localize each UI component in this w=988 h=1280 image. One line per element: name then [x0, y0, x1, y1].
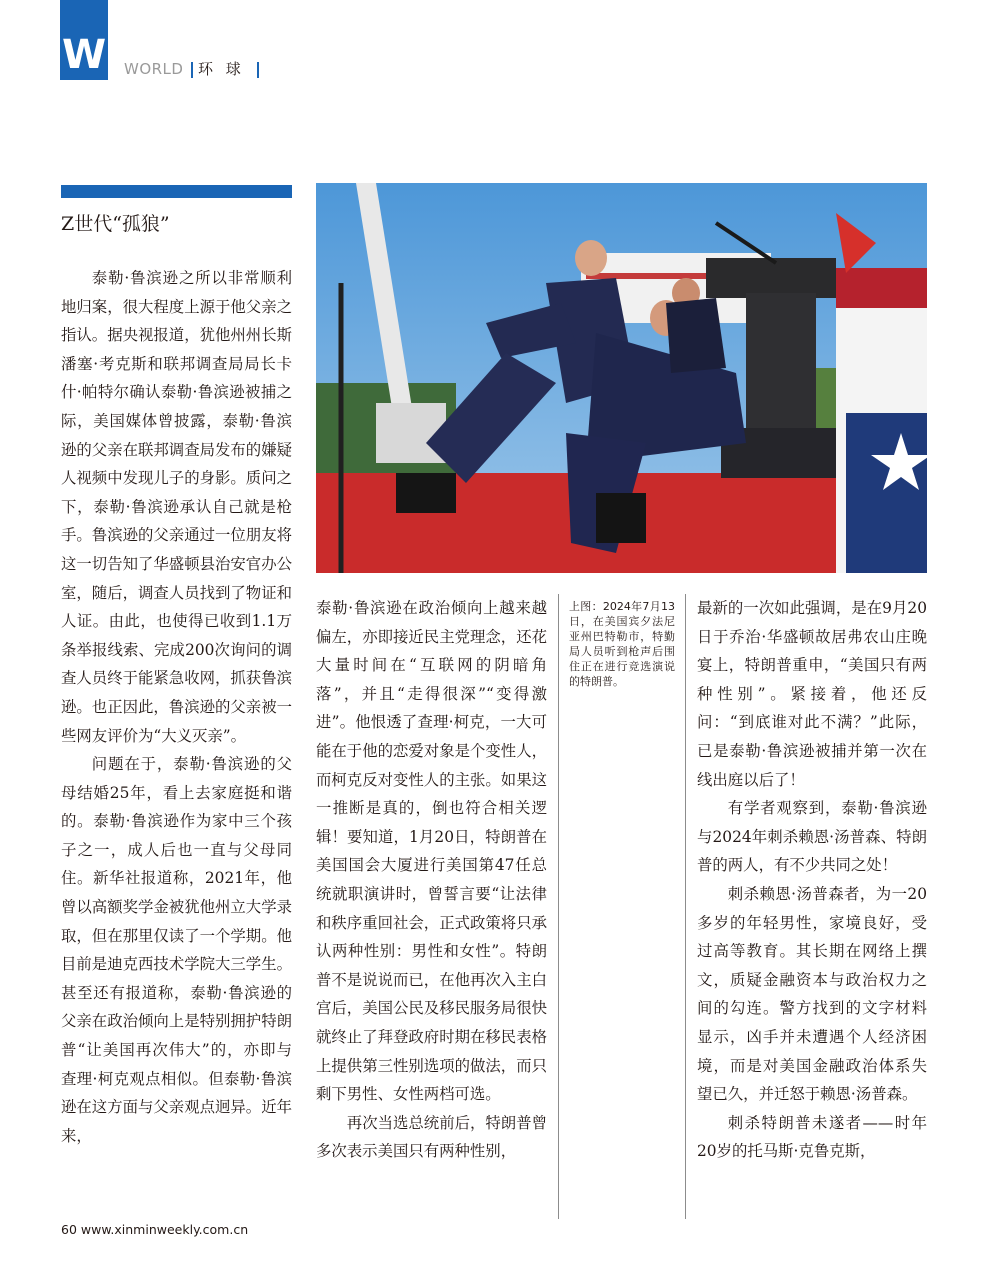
news-photo: [316, 183, 927, 573]
page-footer: [61, 1222, 248, 1237]
magazine-section-logo: W: [60, 0, 108, 80]
section-divider-right: [257, 62, 259, 78]
site-url: www.xinminweekly.com.cn: [80, 1222, 249, 1237]
article-column-2: [316, 594, 547, 1166]
section-title-cn: 环 球: [198, 60, 245, 78]
article-paragraph: 最新的一次如此强调，是在9月20日于乔治·华盛顿故居弗农山庄晚宴上，特朗普重申，“美国只有两种性别”。紧接着，他还反问：“到底谁对此不满？”此际，已是泰勒·鲁滨逊被捕并第一次在线出庭以后了！: [697, 599, 927, 789]
article-paragraph: 有学者观察到，泰勒·鲁滨逊与2024年刺杀赖恩·汤普森、特朗普的两人，有不少共同之处！: [697, 799, 927, 875]
section-title-en: WORLD: [124, 60, 184, 78]
article-column-3: [697, 594, 927, 1166]
article-paragraph: 泰勒·鲁滨逊之所以非常顺利地归案，很大程度上源于他父亲之指认。据央视报道，犹他州州长斯潘塞·考克斯和联邦调查局局长卡什·帕特尔确认泰勒·鲁滨逊被捕之际，美国媒体曾披露，泰勒·鲁滨逊的父亲在联邦调查局发布的嫌疑人视频中发现儿子的身影。质问之下，泰勒·鲁滨逊承认自己就是枪手。鲁滨逊的父亲通过一位朋友将这一切告知了华盛顿县治安官办公室，随后，调查人员找到了物证和人证。由此，也使得已收到1.1万条举报线索、完成200次询问的调查人员终于能紧急收网，抓获鲁滨逊。也正因此，鲁滨逊的父亲被一些网友评价为“大义灭亲”。: [61, 269, 292, 745]
caption-rule-right: [685, 594, 686, 1219]
article-paragraph: 刺杀赖恩·汤普森者，为一20多岁的年轻男性，家境良好，受过高等教育。其长期在网络上撰文，质疑金融资本与政治权力之间的勾连。警方找到的文字材料显示，凶手并未遭遇个人经济困境，而是对美国金融政治体系失望已久，并迁怒于赖恩·汤普森。: [697, 884, 927, 1104]
article-paragraph: 再次当选总统前后，特朗普曾多次表示美国只有两种性别，: [316, 1113, 547, 1161]
article-paragraph: 刺杀特朗普未遂者——时年20岁的托马斯·克鲁克斯，: [697, 1113, 927, 1161]
photo-caption: 上图：2024年7月13日，在美国宾夕法尼亚州巴特勒市，特勤局人员听到枪声后围住正在进行竞选演说的特朗普。: [569, 600, 675, 688]
article-paragraph: 泰勒·鲁滨逊在政治倾向上越来越偏左，亦即接近民主党理念，还花大量时间在“互联网的阴暗角落”，并且“走得很深”“变得激进”。他恨透了查理·柯克，一大可能在于他的恋爱对象是个变性人，而柯克反对变性人的主张。如果这一推断是真的，倒也符合相关逻辑！要知道，1月20日，特朗普在美国国会大厦进行美国第47任总统就职演讲时，曾誓言要“让法律和秩序重回社会，正式政策将只承认两种性别：男性和女性”。特朗普不是说说而已，在他再次入主白宫后，美国公民及移民服务局很快就终止了拜登政府时期在移民表格上提供第三性别选项的做法，而只剩下男性、女性两档可选。: [316, 599, 547, 1104]
section-divider-left: [191, 62, 193, 78]
article-paragraph: 问题在于，泰勒·鲁滨逊的父母结婚25年，看上去家庭挺和谐的。泰勒·鲁滨逊作为家中三个孩子之一，成人后也一直与父母同住。新华社报道称，2021年，他曾以高额奖学金被犹他州立大学录取，但在那里仅读了一个学期。他目前是迪克西技术学院大三学生。甚至还有报道称，泰勒·鲁滨逊的父亲在政治倾向上是特别拥护特朗普“让美国再次伟大”的，亦即与查理·柯克观点相似。但泰勒·鲁滨逊在这方面与父亲观点迥异。近年来，: [61, 755, 292, 1145]
caption-rule-left: [558, 594, 559, 1219]
news-photo-graphic: [316, 183, 927, 573]
article-column-1: [61, 264, 292, 1150]
subhead-rule: [61, 185, 292, 198]
subhead-title: Z世代“孤狼”: [61, 213, 170, 235]
page-number: 60: [61, 1222, 77, 1237]
